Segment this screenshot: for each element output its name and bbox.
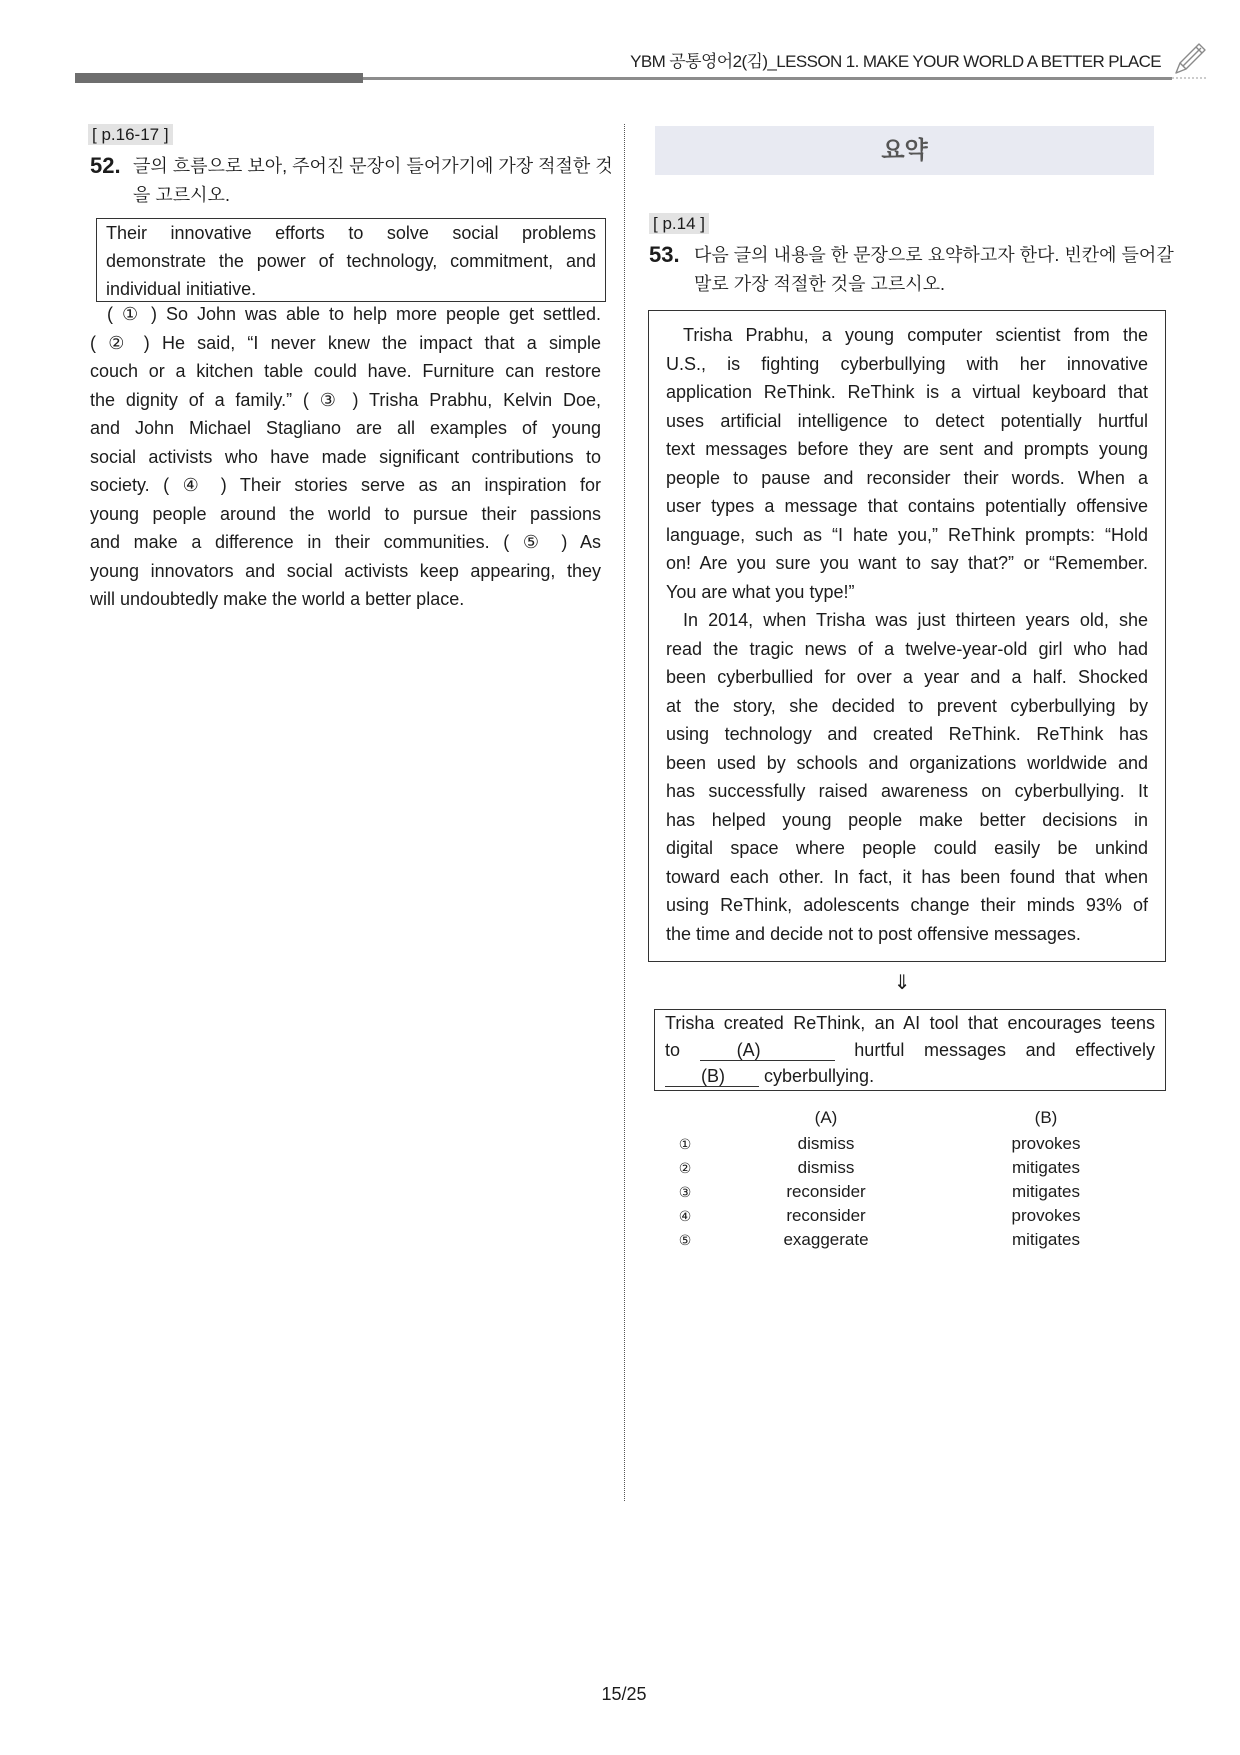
summary-line: Trisha created ReThink, an AI tool that encourages teens bbox=[665, 1013, 1155, 1033]
passage-line: text messages before they are sent and prompts young bbox=[666, 439, 1148, 459]
options-header-a: (A) bbox=[814, 1108, 838, 1127]
passage-line: U.S., is fighting cyberbullying with her innovative bbox=[666, 353, 1148, 374]
passage-line: has helped young people make better decisions in bbox=[666, 809, 1148, 830]
passage-line: read the tragic news of a twelve-year-old girl who had bbox=[666, 638, 1148, 659]
option-a-value: dismiss bbox=[797, 1134, 855, 1153]
page-ref-label: [ p.16-17 ] bbox=[92, 125, 169, 144]
passage-line: young people around the world to pursue their passions bbox=[90, 503, 601, 524]
option-b-value: mitigates bbox=[1011, 1230, 1081, 1249]
header-title: YBM 공통영어2(김)_LESSON 1. MAKE YOUR WORLD A BETTER PLACE bbox=[630, 52, 1161, 71]
passage-line: been used by schools and organizations worldwide and bbox=[666, 752, 1148, 773]
passage-line: application ReThink. ReThink is a virtual keyboard that bbox=[666, 382, 1148, 402]
options-header bbox=[672, 1106, 1152, 1130]
down-double-arrow-icon: ⇓ bbox=[893, 972, 911, 994]
question-prompt-52 bbox=[133, 152, 613, 210]
summary-line bbox=[665, 1037, 1155, 1064]
option-b-value: provokes bbox=[1011, 1206, 1081, 1225]
passage-line: language, such as “I hate you,” ReThink prompts: “Hold bbox=[666, 524, 1148, 545]
option-a-value: reconsider bbox=[786, 1182, 866, 1201]
prompt-line: 글의 흐름으로 보아, 주어진 문장이 들어가기에 가장 적절한 것 bbox=[133, 156, 613, 176]
passage-line: on! Are you sure you want to say that?” or “Remember. bbox=[666, 553, 1148, 573]
passage-line: the dignity of a family.” ( ③ ) Trisha Prabhu, Kelvin Doe, bbox=[90, 389, 601, 410]
options-header-b: (B) bbox=[1034, 1108, 1058, 1127]
prompt-line: 을 고르시오. bbox=[133, 185, 230, 205]
question-number-53: 53. bbox=[649, 242, 680, 267]
summary-text: cyberbullying. bbox=[764, 1066, 875, 1086]
option-number: ⑤ bbox=[678, 1232, 692, 1248]
answer-option bbox=[672, 1156, 1152, 1180]
prompt-line: 다음 글의 내용을 한 문장으로 요약하고자 한다. 빈칸에 들어갈 bbox=[694, 245, 1174, 265]
passage-line: couch or a kitchen table could have. Furniture can restore bbox=[90, 361, 601, 381]
given-sentence-line: individual initiative. bbox=[106, 279, 257, 299]
given-sentence-line: Their innovative efforts to solve social problems bbox=[106, 223, 596, 243]
passage-line: ( ① ) So John was able to help more people get settled. bbox=[107, 304, 601, 324]
question-prompt-53 bbox=[694, 241, 1174, 299]
passage-line: at the story, she decided to prevent cyberbullying by bbox=[666, 695, 1148, 716]
option-number: ① bbox=[678, 1136, 692, 1152]
passage-line: user types a message that contains potentially offensive bbox=[666, 496, 1148, 516]
passage-line: uses artificial intelligence to detect potentially hurtful bbox=[666, 410, 1148, 431]
question-number-52: 52. bbox=[90, 153, 121, 178]
passage-52 bbox=[90, 300, 601, 614]
page-number: 15/25 bbox=[601, 1684, 647, 1704]
passage-line: the time and decide not to post offensive messages. bbox=[666, 923, 1081, 944]
passage-line: will undoubtedly make the world a better place. bbox=[90, 589, 465, 609]
answer-option bbox=[672, 1132, 1152, 1156]
header-accent-bar bbox=[75, 73, 363, 83]
passage-line: people to pause and reconsider their words. When a bbox=[666, 467, 1148, 488]
prompt-line: 말로 가장 적절한 것을 고르시오. bbox=[694, 274, 946, 294]
summary-text: hurtful messages and effectively bbox=[854, 1039, 1155, 1060]
passage-line: and John Michael Stagliano are all examples of young bbox=[90, 418, 601, 438]
option-number: ② bbox=[678, 1160, 692, 1176]
answer-option bbox=[672, 1228, 1152, 1252]
passage-line: digital space where people could easily be unkind bbox=[666, 838, 1148, 858]
passage-line: has successfully raised awareness on cyberbullying. It bbox=[666, 781, 1148, 801]
given-sentence-box bbox=[96, 218, 606, 302]
passage-line: been cyberbullied for over a year and a half. Shocked bbox=[666, 667, 1148, 687]
answer-option bbox=[672, 1204, 1152, 1228]
blank-a: (A) bbox=[700, 1040, 835, 1061]
passage-line: young innovators and social activists keep appearing, they bbox=[90, 560, 601, 581]
option-a-value: exaggerate bbox=[783, 1230, 869, 1249]
option-number: ③ bbox=[678, 1184, 692, 1200]
page-ref-label: [ p.14 ] bbox=[653, 214, 705, 233]
option-b-value: provokes bbox=[1011, 1134, 1081, 1153]
page-ref-q52 bbox=[88, 124, 173, 145]
option-b-value: mitigates bbox=[1011, 1158, 1081, 1177]
section-title: 요약 bbox=[655, 126, 1154, 175]
blank-b: (B) bbox=[665, 1066, 759, 1087]
option-a-value: dismiss bbox=[797, 1158, 855, 1177]
answer-option bbox=[672, 1180, 1152, 1204]
option-number: ④ bbox=[678, 1208, 692, 1224]
passage-line: toward each other. In fact, it has been found that when bbox=[666, 866, 1148, 887]
passage-line: You are what you type!” bbox=[666, 581, 855, 602]
option-a-value: reconsider bbox=[786, 1206, 866, 1225]
column-divider bbox=[624, 124, 625, 1501]
passage-line: In 2014, when Trisha was just thirteen years old, she bbox=[683, 610, 1148, 630]
passage-line: society. ( ④ ) Their stories serve as an inspiration for bbox=[90, 475, 601, 495]
pencil-icon bbox=[1172, 38, 1208, 80]
passage-line: social activists who have made significant contributions to bbox=[90, 446, 601, 467]
option-b-value: mitigates bbox=[1011, 1182, 1081, 1201]
passage-line: ( ② ) He said, “I never knew the impact that a simple bbox=[90, 332, 601, 353]
page-ref-q53 bbox=[649, 213, 709, 234]
passage-53-box bbox=[648, 310, 1166, 962]
summary-text: to bbox=[665, 1039, 681, 1060]
passage-line: Trisha Prabhu, a young computer scientist from the bbox=[683, 325, 1148, 345]
passage-line: and make a difference in their communities. ( ⑤ ) As bbox=[90, 532, 601, 552]
passage-line: using ReThink, adolescents change their minds 93% of bbox=[666, 895, 1148, 915]
summary-box bbox=[654, 1009, 1166, 1091]
passage-line: using technology and created ReThink. ReThink has bbox=[666, 724, 1148, 744]
summary-line bbox=[665, 1063, 1155, 1090]
given-sentence-line: demonstrate the power of technology, commitment, and bbox=[106, 251, 596, 271]
